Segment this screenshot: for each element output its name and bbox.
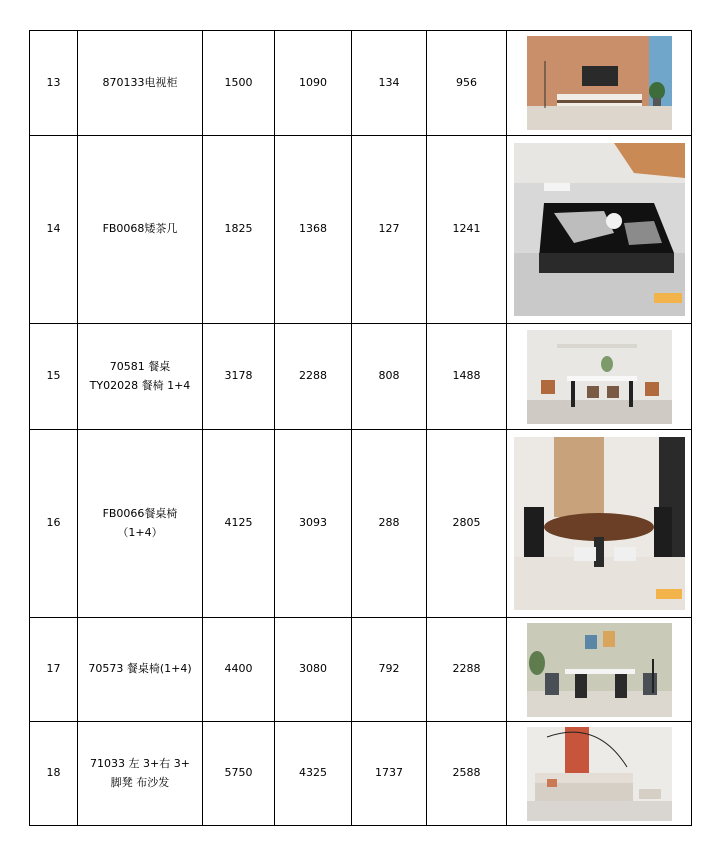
value-cell: 1737 xyxy=(352,722,427,826)
row-number: 18 xyxy=(30,722,78,826)
oval-dining-set-photo xyxy=(514,437,685,610)
value-cell: 2588 xyxy=(427,722,507,826)
value-cell: 127 xyxy=(352,136,427,324)
furniture-table xyxy=(29,30,692,826)
value-cell: 956 xyxy=(427,31,507,136)
value-cell: 1368 xyxy=(275,136,352,324)
value-cell: 2288 xyxy=(427,618,507,722)
value-cell: 3093 xyxy=(275,430,352,618)
table-row xyxy=(30,31,692,136)
table-row xyxy=(30,324,692,430)
product-image-cell xyxy=(507,136,692,324)
coffee-table-photo xyxy=(514,143,685,316)
value-cell: 808 xyxy=(352,324,427,430)
product-name-line: 70573 餐桌椅(1+4) xyxy=(88,662,192,676)
value-cell: 3080 xyxy=(275,618,352,722)
value-cell: 792 xyxy=(352,618,427,722)
product-name xyxy=(78,136,203,324)
product-image-cell xyxy=(507,618,692,722)
product-name-line: （1+4） xyxy=(117,525,163,539)
product-name-line: FB0066餐桌椅 xyxy=(102,507,178,521)
value-cell: 5750 xyxy=(203,722,275,826)
product-name xyxy=(78,430,203,618)
table-row xyxy=(30,618,692,722)
value-cell: 4325 xyxy=(275,722,352,826)
dining-set-photo-2 xyxy=(527,623,672,717)
product-name xyxy=(78,31,203,136)
value-cell: 3178 xyxy=(203,324,275,430)
product-image-cell xyxy=(507,722,692,826)
product-name xyxy=(78,618,203,722)
value-cell: 1241 xyxy=(427,136,507,324)
value-cell: 1825 xyxy=(203,136,275,324)
fabric-sofa-photo xyxy=(527,727,672,821)
value-cell: 2288 xyxy=(275,324,352,430)
product-image-cell xyxy=(507,324,692,430)
value-cell: 1488 xyxy=(427,324,507,430)
table-row xyxy=(30,722,692,826)
product-name-line: 脚凳 布沙发 xyxy=(110,775,170,789)
tv-cabinet-photo xyxy=(527,36,672,130)
product-name-line: 870133电视柜 xyxy=(102,75,178,89)
product-image-cell xyxy=(507,430,692,618)
row-number: 15 xyxy=(30,324,78,430)
row-number: 17 xyxy=(30,618,78,722)
table-row xyxy=(30,430,692,618)
row-number: 13 xyxy=(30,31,78,136)
product-name-line: 71033 左 3+右 3+ xyxy=(90,757,190,771)
product-name xyxy=(78,722,203,826)
value-cell: 1090 xyxy=(275,31,352,136)
value-cell: 4125 xyxy=(203,430,275,618)
product-name xyxy=(78,324,203,430)
product-name-line: 70581 餐桌 xyxy=(109,360,171,374)
value-cell: 134 xyxy=(352,31,427,136)
product-image-cell xyxy=(507,31,692,136)
row-number: 16 xyxy=(30,430,78,618)
value-cell: 4400 xyxy=(203,618,275,722)
row-number: 14 xyxy=(30,136,78,324)
value-cell: 2805 xyxy=(427,430,507,618)
product-name-line: TY02028 餐椅 1+4 xyxy=(89,378,191,392)
dining-set-photo xyxy=(527,330,672,424)
value-cell: 288 xyxy=(352,430,427,618)
value-cell: 1500 xyxy=(203,31,275,136)
product-name-line: FB0068矮茶几 xyxy=(102,222,178,236)
table-row xyxy=(30,136,692,324)
